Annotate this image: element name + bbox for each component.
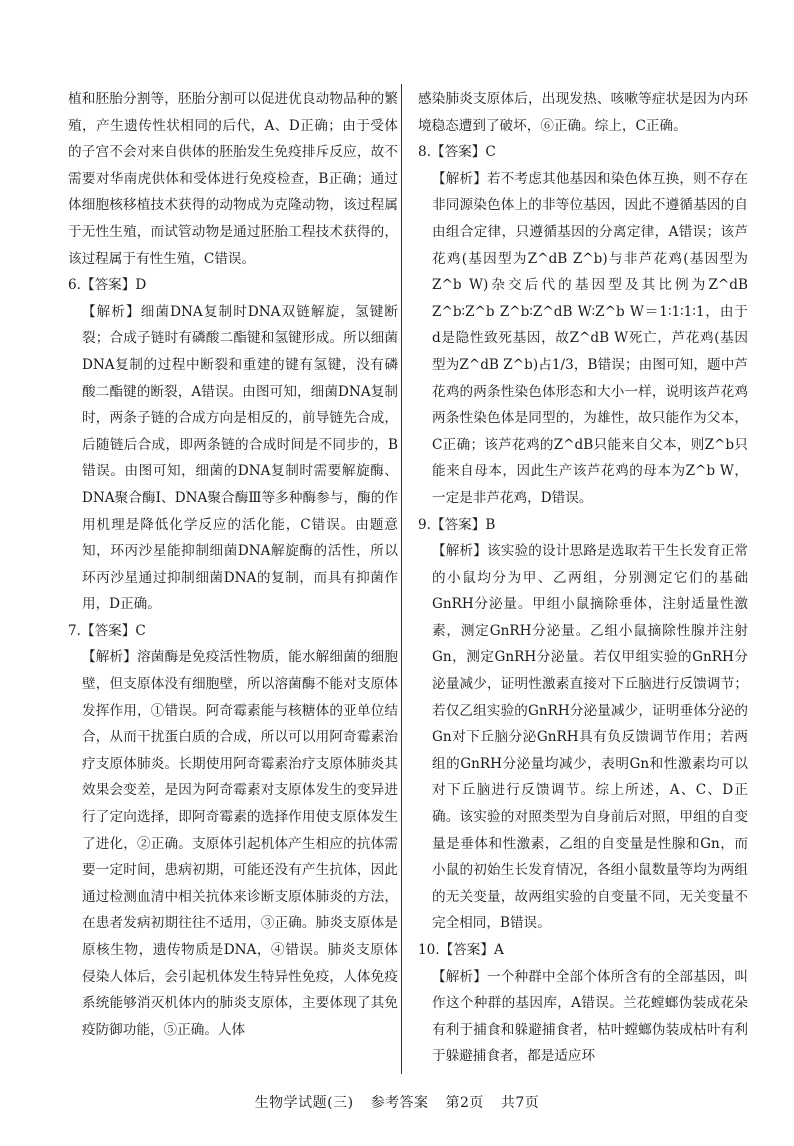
footer-total-pages: 共7页 bbox=[500, 1095, 540, 1111]
question-10-analysis: 【解析】一个种群中全部个体所含有的全部基因，叫作这个种群的基因库，A错误。兰花螳螂伪装成花朵有利于捕食和躲避捕食者，枯叶螳螂伪装成枯叶有利于躲避捕食者，都是适应环 bbox=[432, 968, 748, 1065]
column-divider bbox=[401, 84, 402, 1074]
question-10-answer: 10.【答案】A bbox=[418, 942, 504, 958]
footer-subtitle: 参考答案 bbox=[370, 1095, 429, 1111]
question-8-answer: 8.【答案】C bbox=[418, 144, 496, 161]
question-9-analysis: 【解析】该实验的设计思路是选取若干生长发育正常的小鼠均分为甲、乙两组，分别测定它们的基础GnRH分泌量。甲组小鼠摘除垂体，注射适量性激素，测定GnRH分泌量。乙组小鼠摘除性腺并注射Gn，测定GnRH分泌量。若仅甲组实验的GnRH分泌量减少，证明性激素直接对下丘脑进行反馈调节；若仅乙组实验的GnRH分泌量减少，证明垂体分泌的Gn对下丘脑分泌GnRH具有负反馈调节作用；若两组的GnRH分泌量均减少，表明Gn和性激素均可以对下丘脑进行反馈调节。综上所述，A、C、D正确。该实验的对照类型为自身前后对照，甲组的自变量是垂体和性激素，乙组的自变量是性腺和Gn，而小鼠的初始生长发育情况，各组小鼠数量等均为两组的无关变量，故两组实验的自变量不同，无关变量不完全相同，B错误。 bbox=[432, 543, 748, 932]
paragraph-continued: 感染肺炎支原体后，出现发热、咳嗽等症状是因为内环境稳态遭到了破坏，⑥正确。综上，C正确。 bbox=[418, 91, 748, 134]
question-7-analysis: 【解析】溶菌酶是免疫活性物质，能水解细菌的细胞壁，但支原体没有细胞壁，所以溶菌酶不能对支原体发挥作用，①错误。阿奇霉素能与核糖体的亚单位结合，从而干扰蛋白质的合成，所以可以用阿奇霉素治疗支原体肺炎。长期使用阿奇霉素治疗支原体肺炎其效果会变差，是因为阿奇霉素对支原体发生的变异进行了定向选择，即阿奇霉素的选择作用使支原体发生了进化，②正确。支原体引起机体产生相应的抗体需要一定时间，患病初期，可能还没有产生抗体，因此通过检测血清中相关抗体来诊断支原体肺炎的方法，在患者发病初期往往不适用，③正确。肺炎支原体是原核生物，遗传物质是DNA，④错误。肺炎支原体侵染人体后，会引起机体发生特异性免疫，人体免疫系统能够消灭机体内的肺炎支原体，主要体现了其免疫防御功能，⑤正确。人体 bbox=[82, 649, 398, 1038]
left-column bbox=[68, 86, 398, 1043]
question-6-analysis: 【解析】细菌DNA复制时DNA双链解旋，氢键断裂；合成子链时有磷酸二酯键和氢键形成。所以细菌DNA复制的过程中断裂和重建的键有氢键，没有磷酸二酯键的断裂，A错误。由图可知，细菌DNA复制时，两条子链的合成方向是相反的，前导链先合成，后随链后合成，即两条链的合成时间是不同步的，B错误。由图可知，细菌的DNA复制时需要解旋酶、DNA聚合酶Ⅰ、DNA聚合酶Ⅲ等多种酶参与，酶的作用机理是降低化学反应的活化能，C错误。由题意知，环丙沙星能抑制细菌DNA解旋酶的活性，所以环丙沙星通过抑制细菌DNA的复制，而具有抑菌作用，D正确。 bbox=[82, 303, 398, 613]
footer-title: 生物学试题(三) bbox=[254, 1095, 354, 1111]
paragraph-continued: 植和胚胎分割等，胚胎分割可以促进优良动物品种的繁殖，产生遗传性状相同的后代，A、D正确；由于受体的子宫不会对来自供体的胚胎发生免疫排斥反应，故不需要对华南虎供体和受体进行免疫检查，B正确；通过体细胞核移植技术获得的动物成为克隆动物，该过程属于无性生殖，而试管动物是通过胚胎工程技术获得的，该过程属于有性生殖，C错误。 bbox=[68, 91, 398, 267]
question-9-answer: 9.【答案】B bbox=[418, 516, 496, 533]
footer-page-number: 第2页 bbox=[445, 1095, 484, 1111]
question-6-answer: 6.【答案】D bbox=[68, 277, 147, 294]
question-8-analysis: 【解析】若不考虑其他基因和染色体互换，则不存在非同源染色体上的非等位基因，因此不遵循基因的自由组合定律，只遵循基因的分离定律，A错误；该芦花鸡(基因型为Z^dB Z^b)与非芦花鸡(基因型为Z^b W)杂交后代的基因型及其比例为Z^dB Z^b∶Z^b Z^b∶Z^dB W∶Z^b W＝1∶1∶1∶1，由于d是隐性致死基因，故Z^dB W死亡，芦花鸡(基因型为Z^dB Z^b)占1/3，B错误；由图可知，题中芦花鸡的两条性染色体形态和大小一样，说明该芦花鸡两条性染色体是同型的，为雄性，故只能作为父本，C正确；该芦花鸡的Z^dB只能来自父本，则Z^b只能来自母本，因此生产该芦花鸡的母本为Z^b W，一定是非芦花鸡，D错误。 bbox=[432, 170, 748, 506]
right-column bbox=[418, 86, 748, 1070]
question-7-answer: 7.【答案】C bbox=[68, 622, 146, 639]
page-footer bbox=[0, 1092, 794, 1112]
